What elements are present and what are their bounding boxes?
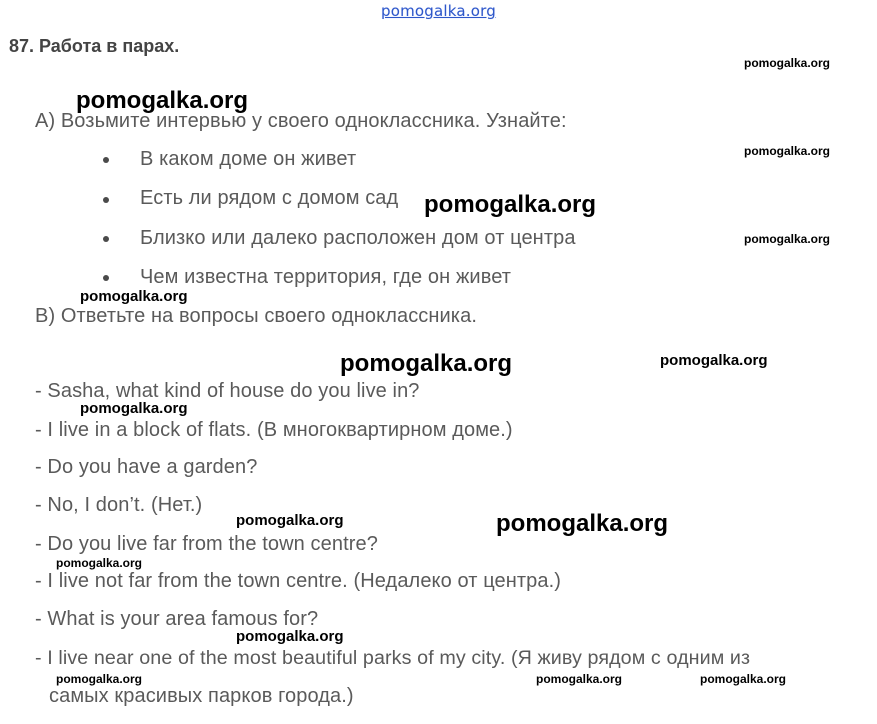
task-a-intro: А) Возьмите интервью у своего одноклассника. Узнайте: (35, 110, 567, 132)
task-a-bullet-4: Чем известна территория, где он живет (140, 266, 512, 288)
task-a-bullet-3: Близко или далеко расположен дом от центра (140, 227, 576, 249)
watermark: pomogalka.org (744, 56, 831, 70)
dialogue-line-7: - What is your area famous for? (35, 608, 319, 630)
task-a-bullet-1: В каком доме он живет (140, 148, 357, 170)
dialogue-line-6: - I live not far from the town centre. (Недалеко от центра.) (35, 570, 562, 592)
watermark: pomogalka.org (496, 510, 669, 537)
watermark: pomogalka.org (56, 556, 143, 570)
watermark: pomogalka.org (744, 144, 831, 158)
watermark: pomogalka.org (236, 512, 344, 529)
site-link[interactable]: pomogalka.org (381, 2, 496, 20)
watermark: pomogalka.org (536, 672, 623, 686)
task-a-bullet-2: Есть ли рядом с домом сад (140, 187, 399, 209)
watermark: pomogalka.org (56, 672, 143, 686)
dialogue-line-8: - I live near one of the most beautiful parks of my city. (Я живу рядом с одним из (35, 647, 751, 669)
bullet-dot (103, 236, 109, 242)
watermark: pomogalka.org (80, 288, 188, 305)
watermark: pomogalka.org (76, 87, 249, 114)
bullet-dot (103, 275, 109, 281)
bullet-dot (103, 197, 109, 203)
watermark: pomogalka.org (660, 352, 768, 369)
task-b-intro: В) Ответьте на вопросы своего одноклассника. (35, 305, 477, 327)
bullet-dot (103, 157, 109, 163)
dialogue-line-4: - No, I don’t. (Нет.) (35, 494, 203, 516)
watermark: pomogalka.org (236, 628, 344, 645)
watermark: pomogalka.org (700, 672, 787, 686)
dialogue-line-1: - Sasha, what kind of house do you live in? (35, 380, 420, 402)
dialogue-line-3: - Do you have a garden? (35, 456, 258, 478)
dialogue-line-9: самых красивых парков города.) (49, 685, 354, 707)
watermark: pomogalka.org (744, 232, 831, 246)
watermark: pomogalka.org (80, 400, 188, 417)
exercise-heading: 87. Работа в парах. (9, 36, 180, 56)
watermark: pomogalka.org (340, 350, 513, 377)
dialogue-line-5: - Do you live far from the town centre? (35, 533, 378, 555)
watermark: pomogalka.org (424, 191, 597, 218)
dialogue-line-2: - I live in a block of flats. (В многоквартирном доме.) (35, 419, 513, 441)
